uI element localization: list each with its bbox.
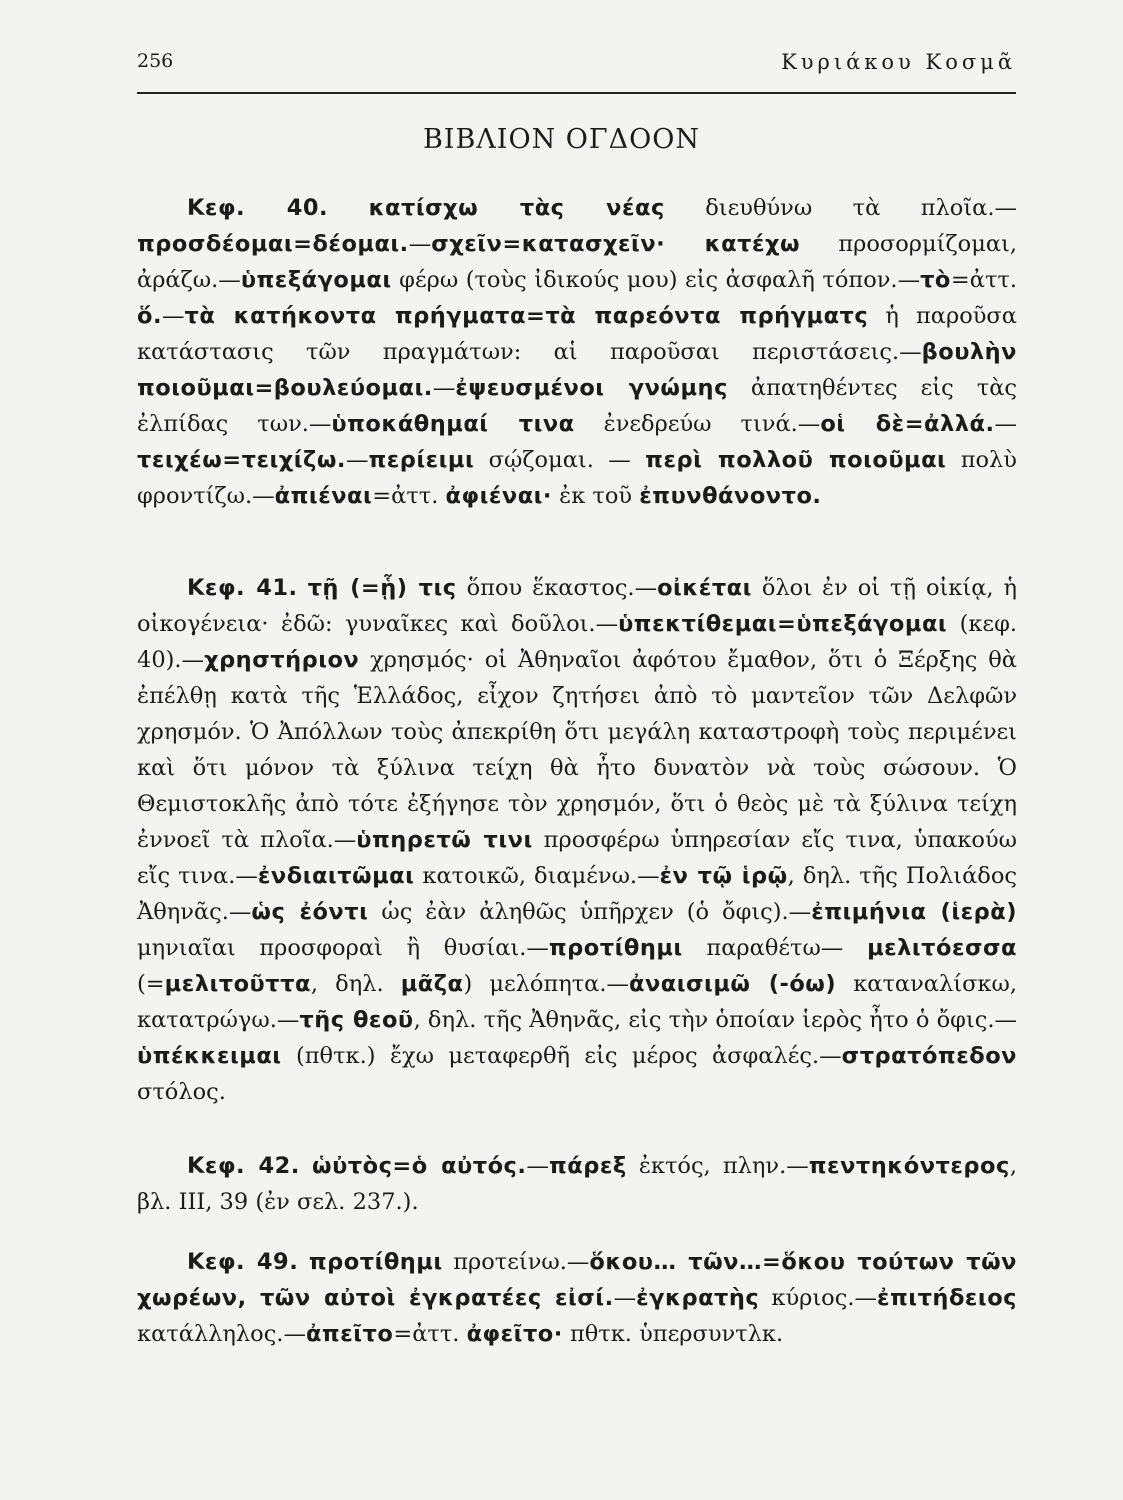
headword: οἰκέται [657,575,752,601]
headword: ἀφεῖτο· [466,1321,563,1347]
gloss-text: ἀπατηθέντες εἰς τὰς ἐλπίδας των.— [137,375,1017,437]
headword: τὸ [920,267,951,293]
headword: ἐπιτήδειος [876,1285,1017,1311]
gloss-text: καταναλίσκω, κατατρώγω.— [137,971,1017,1033]
headword: μελιτόεσσα [867,935,1017,961]
headword: ἐπιμήνια (ἱερὰ) [811,899,1017,925]
chapter-label: Κεφ. 41. [187,575,298,601]
chapter-40-text [137,195,1017,509]
chapter-label: Κεφ. 42. [187,1153,300,1179]
book-title: ΒΙΒΛΙΟΝ ΟΓΔΟΟΝ [422,124,701,155]
headword: οἱ δὲ=ἀλλά. [820,411,995,437]
gloss-text: — [526,1153,549,1179]
headword: τειχέω=τειχίζω. [137,447,346,473]
headword: ὑποκάθημαί τινα [331,411,575,437]
gloss-text: , δηλ. τῆς Πολιάδος Ἀθηνᾶς.— [137,863,1017,925]
gloss-text: =ἀττ. [950,267,1017,293]
gloss-text: , βλ. III, 39 (ἐν σελ. 237.). [137,1153,1017,1215]
gloss-text: — [432,375,456,401]
headword: περὶ πολλοῦ ποιοῦμαι [645,447,947,473]
gloss-text: — [408,231,432,257]
gloss-text: προτείνω.— [442,1249,590,1275]
headword: πάρεξ [548,1153,627,1179]
gloss-text: κατοικῶ, διαμένω.— [414,863,660,889]
gloss-text: =ἀττ. [393,1321,467,1347]
chapter-label: Κεφ. 40. [187,195,329,221]
headword: τῇ (=ᾗ) τις [307,575,457,601]
headword: προτίθημι [548,935,683,961]
headword: στρατόπεδον [841,1043,1017,1069]
headword: ἀπιέναι [274,483,373,509]
chapter-42-paragraph [137,1148,1017,1220]
headword: ὑπηρετῶ τινι [356,827,533,853]
chapter-40-paragraph [137,190,1017,514]
gloss-text: — [613,1285,637,1311]
headword: ἐπυνθάνοντο. [639,483,822,509]
gloss-text: πθτκ. ὑπερσυντλκ. [562,1321,784,1347]
headword: ἀφιέναι· [445,483,552,509]
headword: ἀναισιμῶ (-όω) [629,971,837,997]
headword: ἐψευσμένοι γνώμης [455,375,728,401]
gloss-text: διευθύνω τὰ πλοῖα.— [664,195,1017,221]
headword: προσδέομαι=δέομαι. [137,231,409,257]
headword: τὰ κατήκοντα πρήγματα=τὰ παρεόντα πρήγματς [184,303,869,329]
headword: σχεῖν=κατασχεῖν· κατέχω [431,231,801,257]
headword: ὑπεξάγομαι [240,267,392,293]
gloss-text: χρησμός· οἱ Ἀθηναῖοι ἀφότου ἔμαθον, ὅτι ὁ Ξέρξης θὰ ἐπέλθῃ κατὰ τῆς Ἑλλάδος, εἶχον ζητήσει ἀπὸ τὸ μαντεῖον τῶν Δελφῶν χρησμόν. Ὁ Ἀπόλλων τοὺς ἀπεκρίθη ὅτι μεγάλη καταστροφὴ τοὺς περιμένει καὶ ὅτι μόνον τὰ ξύλινα τείχη θὰ ἦτο δυνατὸν νὰ τοὺς σώσουν. Ὁ Θεμιστοκλῆς ἀπὸ τότε ἐξήγησε τὸν χρησμόν, ὅτι ὁ θεὸς μὲ τὰ ξύλινα τείχη ἐννοεῖ τὰ πλοῖα.— [137,647,1017,853]
chapter-49 [137,1244,1017,1352]
headword: τῆς θεοῦ [299,1007,414,1033]
headword: ὡς ἐόντι [251,899,369,925]
gloss-text: ὅπου ἕκαστος.— [456,575,658,601]
gloss-text: ἐκτός, πλην.— [626,1153,809,1179]
headword: μᾶζα [400,971,464,997]
gloss-text: κύριος.— [759,1285,877,1311]
gloss-text: ἡ παροῦσα κατάστασις τῶν πραγμάτων: αἱ παροῦσαι περιστάσεις.— [137,303,1017,365]
gloss-text: κατάλληλος.— [137,1321,306,1347]
gloss-text: στόλος. [137,1079,226,1105]
headword: ὑπεκτίθεμαι=ὑπεξάγομαι [618,611,948,637]
headword: μελιτοῦττα [164,971,311,997]
gloss-text: =ἀττ. [372,483,446,509]
headword: κατίσχω τὰς νέας [368,195,665,221]
gloss-text: (πθτκ.) ἔχω μεταφερθῆ εἰς μέρος ἀσφαλές.— [281,1043,842,1069]
gloss-text: πολὺ φροντίζω.— [137,447,1017,509]
gloss-text: παραθέτω— [682,935,868,961]
gloss-text: — [162,303,185,329]
headword: ὅκου… τῶν…=ὅκου τούτων τῶν χωρέων, τῶν αὐτοὶ ἐγκρατέες εἰσί. [137,1249,1017,1311]
gloss-text: — [994,411,1017,437]
gloss-text: , δηλ. [310,971,401,997]
headword: περίειμι [368,447,475,473]
headword: πεντηκόντερος [808,1153,1010,1179]
gloss-text: προσφέρω ὑπηρεσίαν εἴς τινα, ὑπακούω εἴς τινα.— [137,827,1017,889]
page-header [137,50,1016,94]
headword: προτίθημι [308,1249,443,1275]
gloss-text: ) μελόπητα.— [463,971,630,997]
gloss-text: (= [137,971,165,997]
gloss-text: φέρω (τοὺς ἰδικούς μου) εἰς ἀσφαλῆ τόπον.— [391,267,921,293]
gloss-text: (κεφ. 40).— [137,611,1017,673]
headword: ἐν τῷ ἱρῷ [659,863,788,889]
headword: ἀπεῖτο [305,1321,394,1347]
chapter-label: Κεφ. 49. [187,1249,299,1275]
gloss-text: ἐκ τοῦ [551,483,640,509]
headword: χρηστήριον [204,647,360,673]
gloss-text: σῴζομαι. — [474,447,646,473]
headword: ὅ. [137,303,163,329]
gloss-text: ὡς ἐὰν ἀληθῶς ὑπῆρχεν (ὁ ὄφις).— [368,899,812,925]
headword: ὑπέκκειμαι [137,1043,282,1069]
gloss-text: ἐνεδρεύω τινά.— [574,411,821,437]
chapter-49-paragraph [137,1244,1017,1352]
gloss-text: ὅλοι ἐν οἱ τῇ οἰκίᾳ, ἡ οἰκογένεια· ἐδῶ: γυναῖκες καὶ δοῦλοι.— [137,575,1017,637]
running-title: Κυριάκου Κοσμᾶ [781,50,1016,74]
headword: ἐνδιαιτῶμαι [257,863,415,889]
chapter-41-paragraph [137,570,1017,1110]
headword: ὡὐτὸς=ὁ αὐτός. [312,1153,527,1179]
gloss-text: , δηλ. τῆς Ἀθηνᾶς, εἰς τὴν ὁποίαν ἱερὸς ἦτο ὁ ὄφις.— [413,1007,1017,1033]
chapter-40 [137,190,1017,514]
gloss-text: — [345,447,369,473]
chapter-42 [137,1148,1017,1220]
chapter-41 [137,570,1017,1110]
headword: ἐγκρατὴς [636,1285,760,1311]
gloss-text: προσορμίζομαι, ἀράζω.— [137,231,1017,293]
headword: βουλὴν ποιοῦμαι=βουλεύομαι. [137,339,1017,401]
page-number: 256 [137,50,174,72]
chapter-41-text [137,575,1017,1105]
gloss-text: μηνιαῖαι προσφοραὶ ἢ θυσίαι.— [137,935,549,961]
